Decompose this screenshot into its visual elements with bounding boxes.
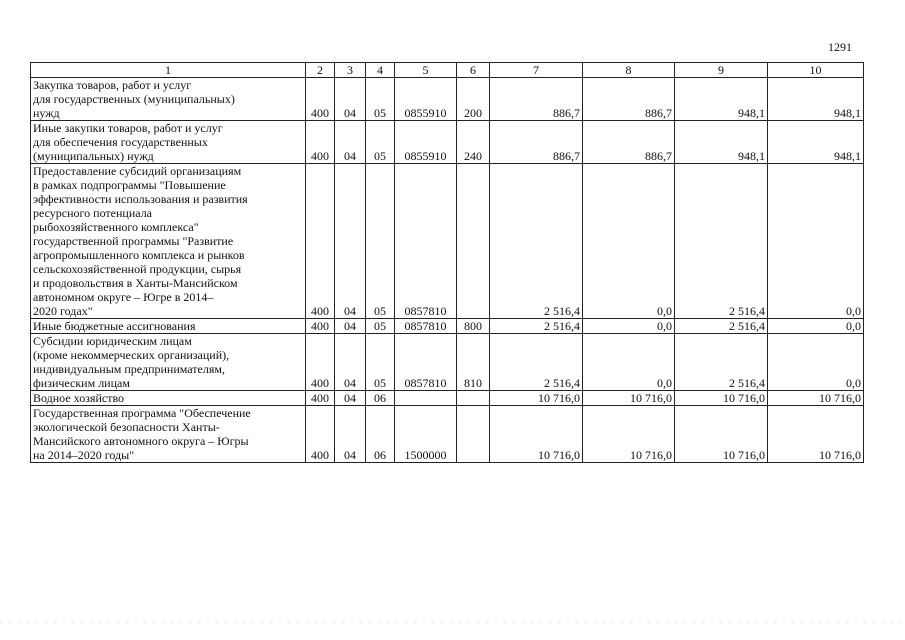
amount-cell: 2 516,4 bbox=[490, 319, 583, 334]
amount-cell: 948,1 bbox=[768, 121, 864, 164]
header-cell: 8 bbox=[583, 63, 675, 78]
header-cell: 10 bbox=[768, 63, 864, 78]
amount-cell: 886,7 bbox=[583, 121, 675, 164]
expense-type-cell: 200 bbox=[457, 78, 490, 121]
amount-cell: 10 716,0 bbox=[768, 391, 864, 406]
subsection-cell: 05 bbox=[366, 164, 395, 319]
row-name-cell: Предоставление субсидий организациям в рамках подпрограммы "Повышение эффективности использования и развития ресурсного потенциала рыбохозяйственного комплекса" государственной программы "Развитие агропромышленного комплекса и рынков сельскохозяйственной продукции, сырья и продовольствия в Ханты-Мансийском автономном округе – Югре в 2014– 2020 годах" bbox=[31, 164, 306, 319]
section-cell: 04 bbox=[335, 164, 366, 319]
grbs-cell: 400 bbox=[306, 334, 335, 391]
row-name-cell: Субсидии юридическим лицам (кроме некоммерческих организаций), индивидуальным предпринимателям, физическим лицам bbox=[31, 334, 306, 391]
expense-type-cell: 810 bbox=[457, 334, 490, 391]
table-row bbox=[31, 121, 864, 164]
target-article-cell: 0857810 bbox=[395, 334, 457, 391]
header-cell: 1 bbox=[31, 63, 306, 78]
header-row bbox=[31, 63, 864, 78]
amount-cell: 10 716,0 bbox=[583, 391, 675, 406]
table-row bbox=[31, 334, 864, 391]
expense-type-cell bbox=[457, 406, 490, 463]
amount-cell: 0,0 bbox=[583, 319, 675, 334]
scan-artifact-line bbox=[0, 622, 905, 623]
amount-cell: 10 716,0 bbox=[675, 406, 768, 463]
budget-table bbox=[30, 62, 864, 463]
header-cell: 3 bbox=[335, 63, 366, 78]
page-number: 1291 bbox=[828, 40, 852, 54]
amount-cell: 10 716,0 bbox=[583, 406, 675, 463]
amount-cell: 0,0 bbox=[768, 319, 864, 334]
amount-cell: 2 516,4 bbox=[490, 164, 583, 319]
subsection-cell: 05 bbox=[366, 78, 395, 121]
header-cell: 5 bbox=[395, 63, 457, 78]
section-cell: 04 bbox=[335, 391, 366, 406]
amount-cell: 2 516,4 bbox=[675, 334, 768, 391]
amount-cell: 2 516,4 bbox=[490, 334, 583, 391]
section-cell: 04 bbox=[335, 334, 366, 391]
subsection-cell: 05 bbox=[366, 121, 395, 164]
amount-cell: 0,0 bbox=[768, 334, 864, 391]
header-cell: 7 bbox=[490, 63, 583, 78]
target-article-cell: 0857810 bbox=[395, 164, 457, 319]
subsection-cell: 06 bbox=[366, 391, 395, 406]
grbs-cell: 400 bbox=[306, 121, 335, 164]
amount-cell: 886,7 bbox=[490, 78, 583, 121]
amount-cell: 10 716,0 bbox=[490, 406, 583, 463]
amount-cell: 10 716,0 bbox=[675, 391, 768, 406]
target-article-cell: 0855910 bbox=[395, 78, 457, 121]
grbs-cell: 400 bbox=[306, 164, 335, 319]
amount-cell: 10 716,0 bbox=[490, 391, 583, 406]
table-row bbox=[31, 319, 864, 334]
grbs-cell: 400 bbox=[306, 391, 335, 406]
section-cell: 04 bbox=[335, 78, 366, 121]
amount-cell: 886,7 bbox=[490, 121, 583, 164]
row-name-cell: Государственная программа "Обеспечение экологической безопасности Ханты- Мансийского автономного округа – Югры на 2014–2020 годы" bbox=[31, 406, 306, 463]
header-cell: 2 bbox=[306, 63, 335, 78]
section-cell: 04 bbox=[335, 406, 366, 463]
section-cell: 04 bbox=[335, 121, 366, 164]
target-article-cell: 0855910 bbox=[395, 121, 457, 164]
expense-type-cell: 800 bbox=[457, 319, 490, 334]
amount-cell: 10 716,0 bbox=[768, 406, 864, 463]
amount-cell: 0,0 bbox=[583, 334, 675, 391]
expense-type-cell bbox=[457, 391, 490, 406]
row-name-cell: Иные закупки товаров, работ и услуг для обеспечения государственных (муниципальных) нужд bbox=[31, 121, 306, 164]
row-name-cell: Закупка товаров, работ и услуг для государственных (муниципальных) нужд bbox=[31, 78, 306, 121]
row-name-cell: Иные бюджетные ассигнования bbox=[31, 319, 306, 334]
amount-cell: 2 516,4 bbox=[675, 164, 768, 319]
table-row bbox=[31, 164, 864, 319]
amount-cell: 2 516,4 bbox=[675, 319, 768, 334]
grbs-cell: 400 bbox=[306, 406, 335, 463]
subsection-cell: 05 bbox=[366, 334, 395, 391]
target-article-cell bbox=[395, 391, 457, 406]
target-article-cell: 1500000 bbox=[395, 406, 457, 463]
amount-cell: 948,1 bbox=[768, 78, 864, 121]
header-cell: 4 bbox=[366, 63, 395, 78]
amount-cell: 948,1 bbox=[675, 78, 768, 121]
subsection-cell: 06 bbox=[366, 406, 395, 463]
amount-cell: 0,0 bbox=[768, 164, 864, 319]
table-row bbox=[31, 391, 864, 406]
amount-cell: 886,7 bbox=[583, 78, 675, 121]
header-cell: 9 bbox=[675, 63, 768, 78]
subsection-cell: 05 bbox=[366, 319, 395, 334]
header-cell: 6 bbox=[457, 63, 490, 78]
amount-cell: 948,1 bbox=[675, 121, 768, 164]
target-article-cell: 0857810 bbox=[395, 319, 457, 334]
grbs-cell: 400 bbox=[306, 319, 335, 334]
table-row bbox=[31, 406, 864, 463]
amount-cell: 0,0 bbox=[583, 164, 675, 319]
expense-type-cell: 240 bbox=[457, 121, 490, 164]
grbs-cell: 400 bbox=[306, 78, 335, 121]
table-row bbox=[31, 78, 864, 121]
expense-type-cell bbox=[457, 164, 490, 319]
row-name-cell: Водное хозяйство bbox=[31, 391, 306, 406]
section-cell: 04 bbox=[335, 319, 366, 334]
